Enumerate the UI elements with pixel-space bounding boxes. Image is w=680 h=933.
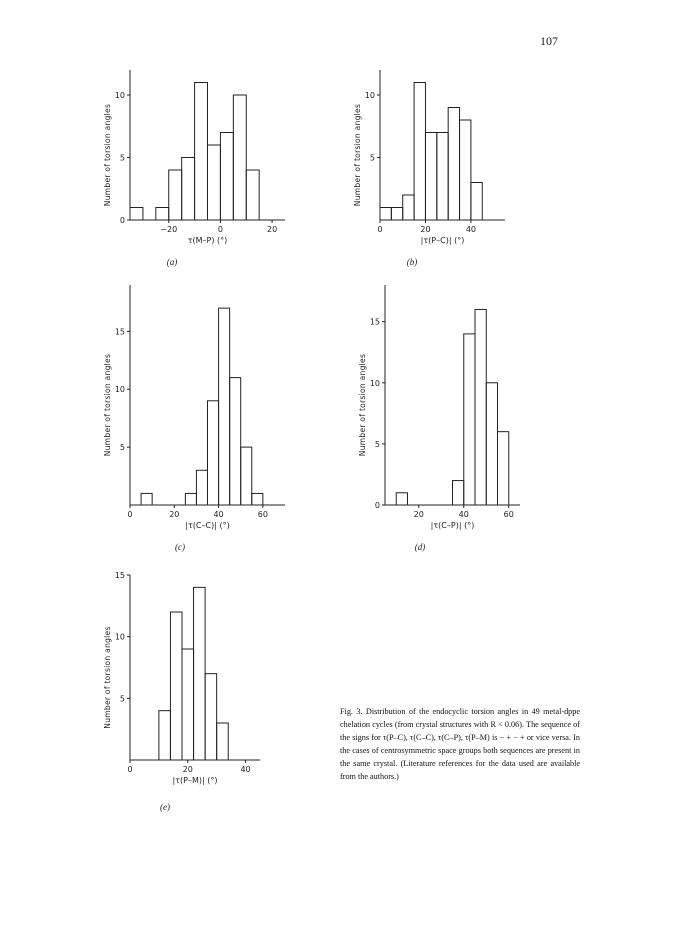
histogram-bar xyxy=(170,612,182,760)
histogram-bar xyxy=(252,493,263,505)
histogram-bar xyxy=(241,447,252,505)
y-axis-label: Number of torsion angles xyxy=(353,103,362,207)
histogram-bar xyxy=(194,587,206,760)
histogram-bar xyxy=(437,133,448,221)
histogram-bar xyxy=(220,133,233,221)
panel-label: (b) xyxy=(406,257,418,267)
x-axis-label: |τ(P–M)| (°) xyxy=(172,776,218,785)
x-tick-label: −20 xyxy=(160,225,178,234)
histogram-bar xyxy=(141,493,152,505)
x-tick-label: 60 xyxy=(503,510,514,519)
y-tick-label: 0 xyxy=(119,216,125,225)
x-tick-label: 20 xyxy=(169,510,180,519)
histogram-bar xyxy=(217,723,229,760)
histogram-bar xyxy=(219,308,230,505)
panel-label: (c) xyxy=(175,542,185,552)
y-tick-label: 10 xyxy=(114,385,125,395)
histogram-bar xyxy=(380,208,391,221)
histogram-bar xyxy=(130,208,143,221)
histogram-svg xyxy=(103,70,310,290)
histogram-bar xyxy=(230,378,241,505)
histogram-bar xyxy=(464,334,475,505)
x-tick-label: 40 xyxy=(240,765,251,774)
histogram-panel-d xyxy=(358,285,535,570)
panel-label: (a) xyxy=(166,257,178,267)
x-axis-label: |τ(P–C)| (°) xyxy=(420,236,465,245)
histogram-bar xyxy=(448,108,459,221)
y-tick-label: 10 xyxy=(369,378,380,388)
histogram-svg xyxy=(103,571,280,825)
y-axis-label: Number of torsion angles xyxy=(103,353,112,457)
histogram-bar xyxy=(169,170,182,220)
x-tick-label: 0 xyxy=(127,765,133,774)
histogram-bar xyxy=(205,674,217,760)
histogram-bar xyxy=(414,83,425,221)
histogram-bar xyxy=(460,120,471,220)
y-axis-label: Number of torsion angles xyxy=(103,626,112,729)
histogram-bar xyxy=(233,95,246,220)
y-tick-label: 5 xyxy=(369,153,375,163)
y-axis-label: Number of torsion angles xyxy=(358,353,367,457)
histogram-bar xyxy=(498,432,509,505)
x-tick-label: 40 xyxy=(213,510,224,519)
histogram-bar xyxy=(159,711,171,760)
y-tick-label: 5 xyxy=(119,694,125,704)
histogram-bar xyxy=(208,401,219,505)
histogram-svg xyxy=(358,285,535,570)
histogram-bar xyxy=(182,158,195,221)
histogram-bar xyxy=(195,83,208,221)
histogram-bar xyxy=(471,183,482,221)
histogram-panel-c xyxy=(103,285,300,570)
x-axis-label: |τ(C–C)| (°) xyxy=(185,521,230,530)
histogram-svg xyxy=(103,285,300,570)
histogram-bar xyxy=(425,133,436,221)
y-tick-label: 15 xyxy=(114,327,125,337)
y-tick-label: 5 xyxy=(374,439,380,449)
y-tick-label: 10 xyxy=(114,632,125,642)
x-tick-label: 60 xyxy=(257,510,268,519)
y-axis-label: Number of torsion angles xyxy=(103,103,112,207)
histogram-bar xyxy=(182,649,194,760)
histogram-svg xyxy=(353,70,520,290)
panel-label: (e) xyxy=(160,802,170,812)
x-tick-label: 20 xyxy=(420,225,431,234)
x-tick-label: 20 xyxy=(266,225,278,234)
histogram-panel-a xyxy=(103,70,310,290)
y-tick-label: 0 xyxy=(374,501,380,510)
x-tick-label: 40 xyxy=(465,225,477,234)
y-tick-label: 5 xyxy=(119,443,125,453)
y-tick-label: 10 xyxy=(364,91,375,100)
x-tick-label: 0 xyxy=(127,510,133,519)
histogram-bar xyxy=(403,195,414,220)
x-tick-label: 20 xyxy=(413,510,424,519)
histogram-bar xyxy=(246,170,259,220)
page-number: 107 xyxy=(540,34,558,48)
y-tick-label: 15 xyxy=(114,571,125,580)
histogram-bar xyxy=(396,493,407,505)
histogram-bar xyxy=(475,309,486,505)
histogram-panel-e xyxy=(103,571,280,825)
y-tick-label: 10 xyxy=(114,91,125,100)
y-tick-label: 5 xyxy=(119,153,125,163)
histogram-panel-b xyxy=(353,70,520,290)
histogram-bar xyxy=(156,208,169,221)
panel-label: (d) xyxy=(414,542,426,552)
x-tick-label: 0 xyxy=(217,225,223,234)
x-tick-label: 0 xyxy=(377,225,383,234)
histogram-bar xyxy=(208,145,221,220)
x-tick-label: 20 xyxy=(182,765,193,774)
x-tick-label: 40 xyxy=(458,510,469,519)
x-axis-label: |τ(C–P)| (°) xyxy=(430,521,475,530)
histogram-bar xyxy=(196,470,207,505)
histogram-bar xyxy=(185,493,196,505)
x-axis-label: τ(M–P) (°) xyxy=(187,236,228,245)
histogram-bar xyxy=(486,383,497,505)
histogram-bar xyxy=(391,208,402,221)
histogram-bar xyxy=(453,481,464,505)
figure-caption: Fig. 3. Distribution of the endocyclic torsion angles in 49 metal-dppe chelation cycles (from crystal structures with R < 0.06). The sequence of the signs for τ(P–C), τ(C–C), τ(C–P), τ(P–M) is − + − + or vice versa. In the cases of centrosymmetric space groups both sequences are present in the same crystal. (Literature references for the data used are available from the authors.) xyxy=(340,707,580,781)
y-tick-label: 15 xyxy=(369,317,380,327)
